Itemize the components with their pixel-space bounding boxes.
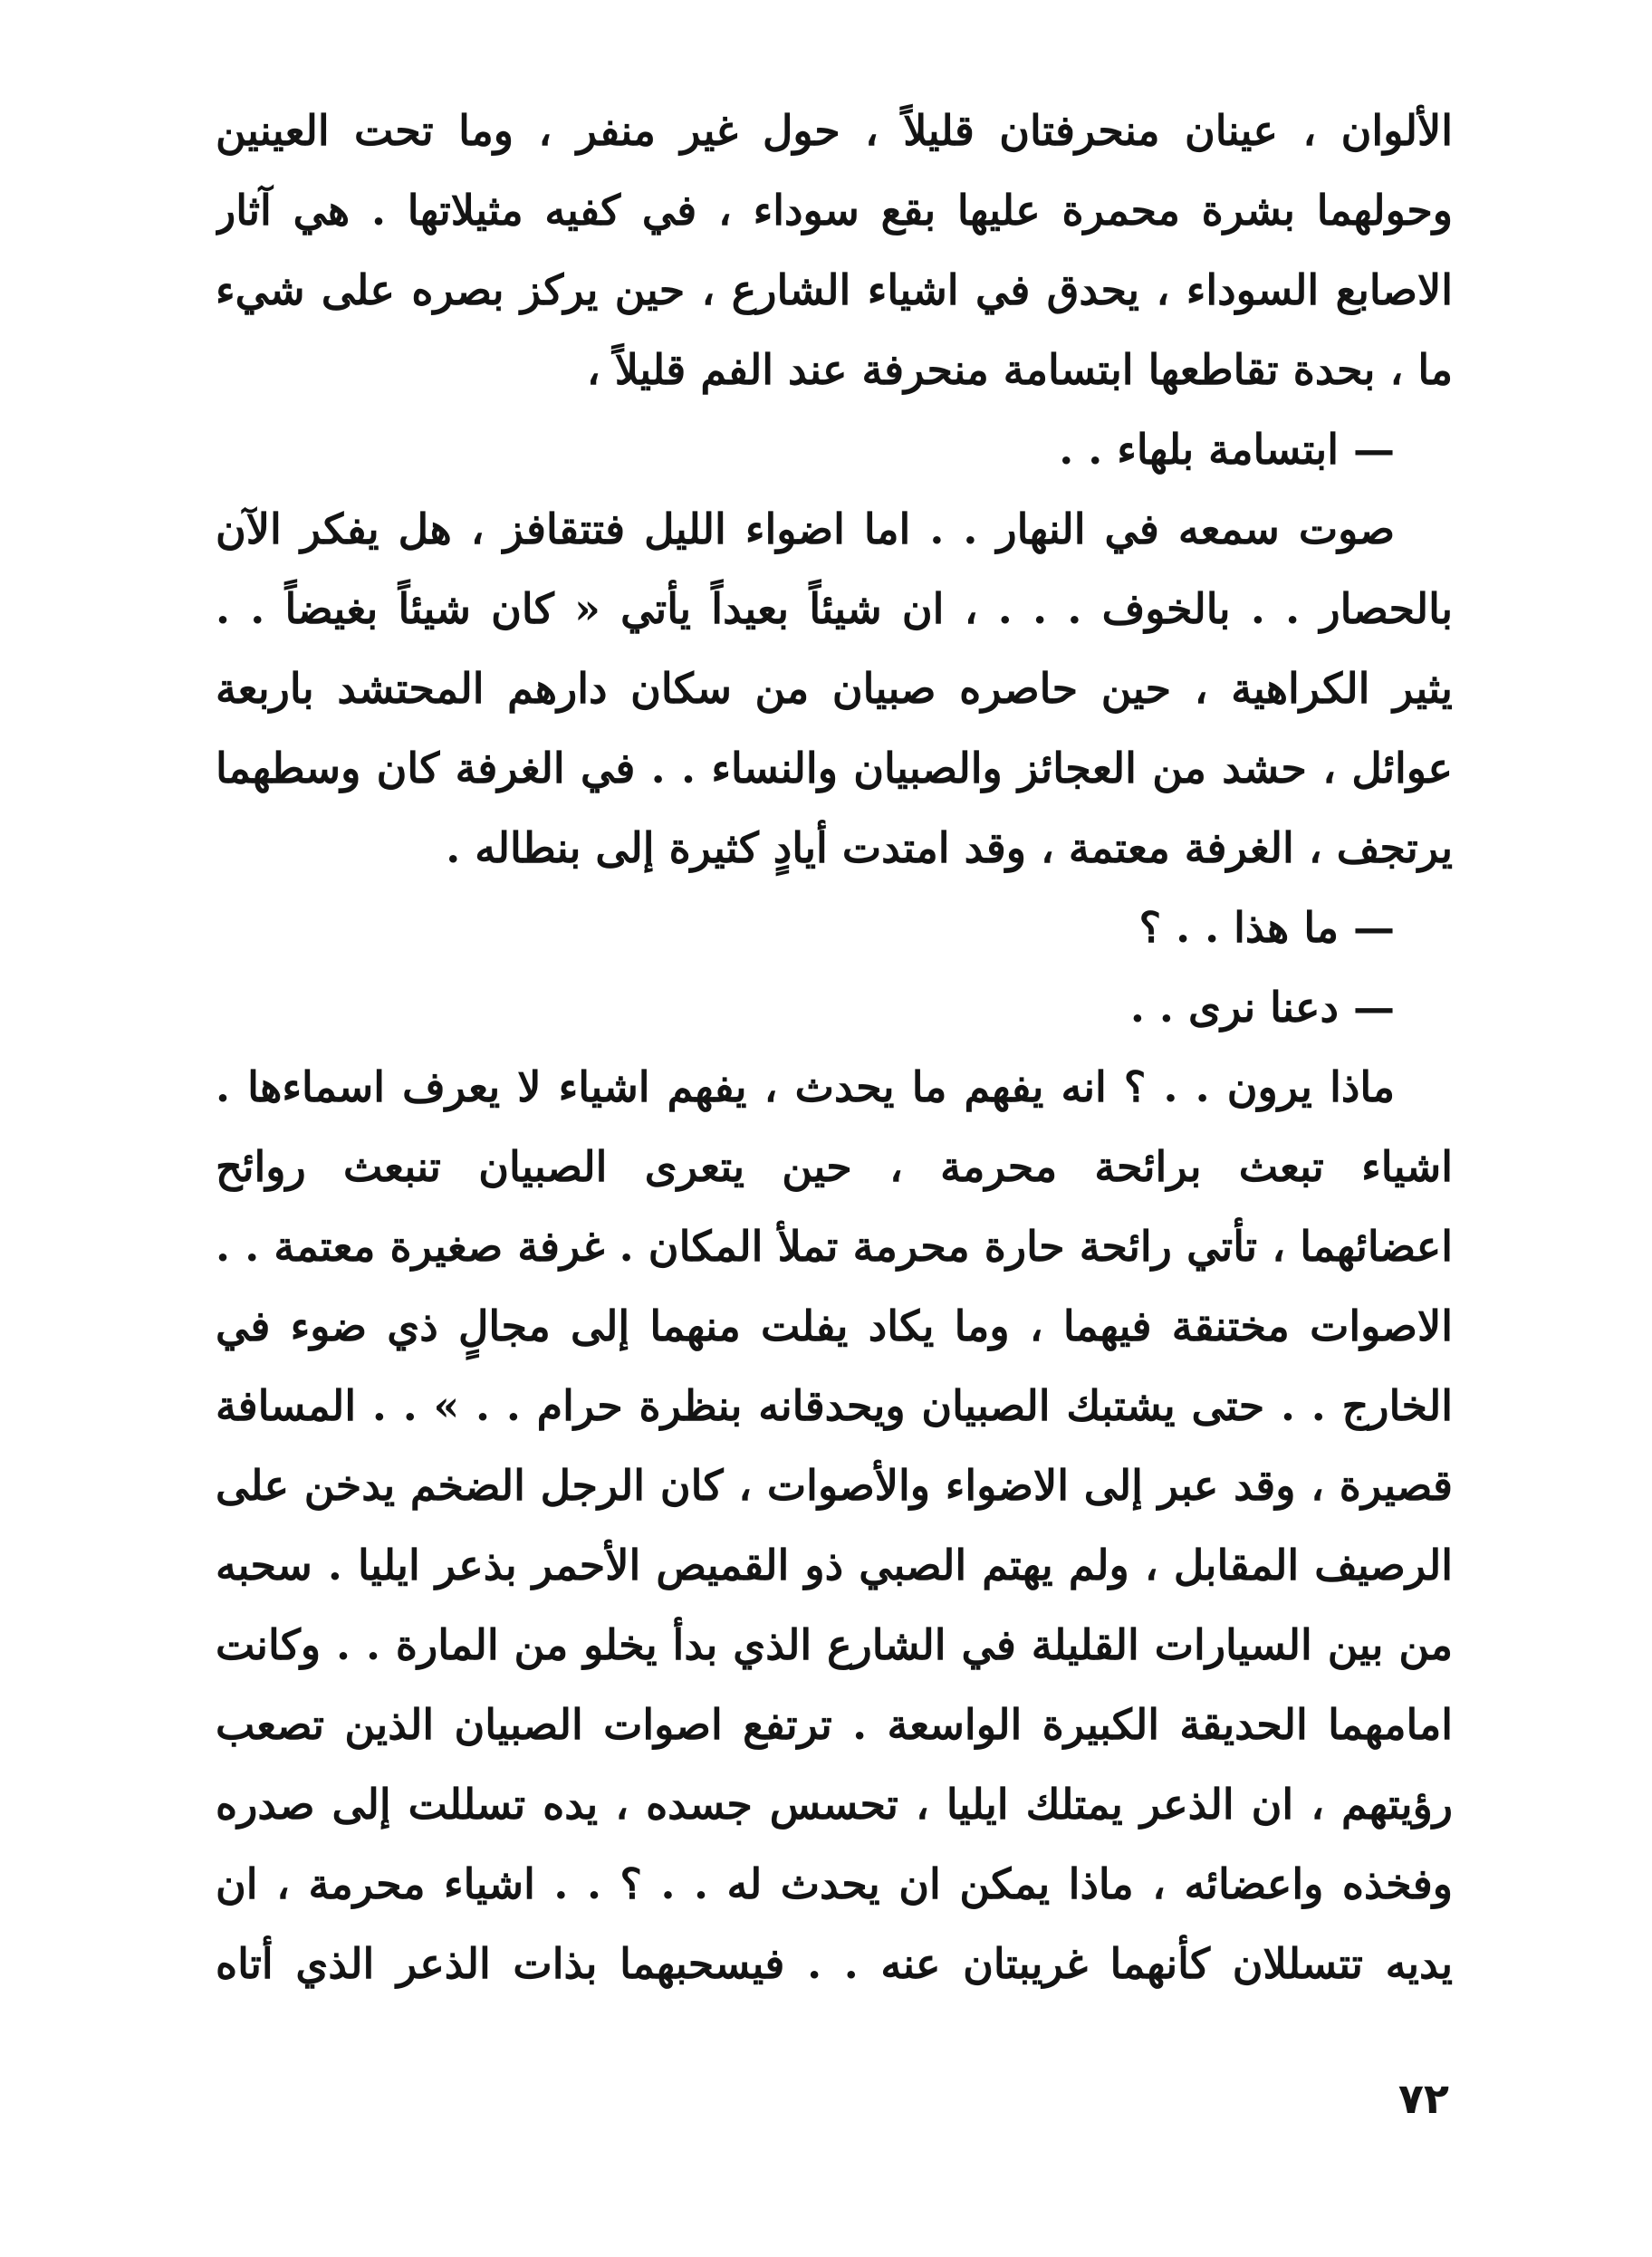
text-line: اعضائهما ، تأتي رائحة حارة محرمة تملأ المكان . غرفة صغيرة معتمة . . [216, 1222, 1453, 1271]
text-line: قصيرة ، وقد عبر إلى الاضواء والأصوات ، كان الرجل الضخم يدخن على [216, 1461, 1453, 1510]
text-line: وفخذه واعضائه ، ماذا يمكن ان يحدث له . . ؟ . . اشياء محرمة ، ان [216, 1859, 1453, 1908]
body-text [216, 91, 1453, 2003]
paragraph-start: صوت سمعه في النهار . . اما اضواء الليل فتتقافز ، هل يفكر الآن [216, 504, 1395, 553]
text-line: عوائل ، حشد من العجائز والصبيان والنساء . . في الغرفة كان وسطهما [216, 744, 1453, 792]
text-line: يثير الكراهية ، حين حاصره صبيان من سكان دارهم المحتشد باربعة [216, 664, 1453, 713]
dialogue-line: — ابتسامة بلهاء . . [1059, 425, 1395, 474]
text-line: الاصوات مختنقة فيهما ، وما يكاد يفلت منهما إلى مجالٍ ذي ضوء في [216, 1301, 1453, 1350]
text-line: اشياء تبعث برائحة محرمة ، حين يتعرى الصبيان تنبعث روائح [216, 1142, 1453, 1191]
paragraph-start: ماذا يرون . . ؟ انه يفهم ما يحدث ، يفهم اشياء لا يعرف اسماءها . [216, 1062, 1395, 1111]
text-line: الرصيف المقابل ، ولم يهتم الصبي ذو القميص الأحمر بذعر ايليا . سحبه [216, 1541, 1453, 1590]
dialogue-line: — دعنا نرى . . [1129, 983, 1395, 1032]
text-line: امامهما الحديقة الكبيرة الواسعة . ترتفع اصوات الصبيان الذين تصعب [216, 1700, 1453, 1749]
text-line: بالحصار . . بالخوف . . . ، ان شيئاً بعيداً يأتي « كان شيئاً بغيضاً . . [216, 584, 1453, 633]
text-line: من بين السيارات القليلة في الشارع الذي بدأ يخلو من المارة . . وكانت [216, 1620, 1453, 1669]
text-line: الاصابع السوداء ، يحدق في اشياء الشارع ، حين يركز بصره على شيء [216, 265, 1453, 314]
text-line: يرتجف ، الغرفة معتمة ، وقد امتدت أيادٍ كثيرة إلى بنطاله . [446, 823, 1453, 872]
text-line: الخارج . . حتى يشتبك الصبيان ويحدقانه بنظرة حرام . . » . . المسافة [216, 1381, 1453, 1430]
text-line: رؤيتهم ، ان الذعر يمتلك ايليا ، تحسس جسده ، يده تسللت إلى صدره [216, 1780, 1453, 1829]
page-number: ٧٢ [1397, 2074, 1449, 2123]
text-line: ما ، بحدة تقاطعها ابتسامة منحرفة عند الفم قليلاً ، [586, 345, 1453, 394]
text-line: الألوان ، عينان منحرفتان قليلاً ، حول غير منفر ، وما تحت العينين [216, 106, 1453, 155]
text-line: وحولهما بشرة محمرة عليها بقع سوداء ، في كفيه مثيلاتها . هي آثار [216, 186, 1453, 235]
text-line: يديه تتسللان كأنهما غريبتان عنه . . فيسحبهما بذات الذعر الذي أتاه [216, 1939, 1453, 1988]
dialogue-line: — ما هذا . . ؟ [1138, 903, 1395, 952]
